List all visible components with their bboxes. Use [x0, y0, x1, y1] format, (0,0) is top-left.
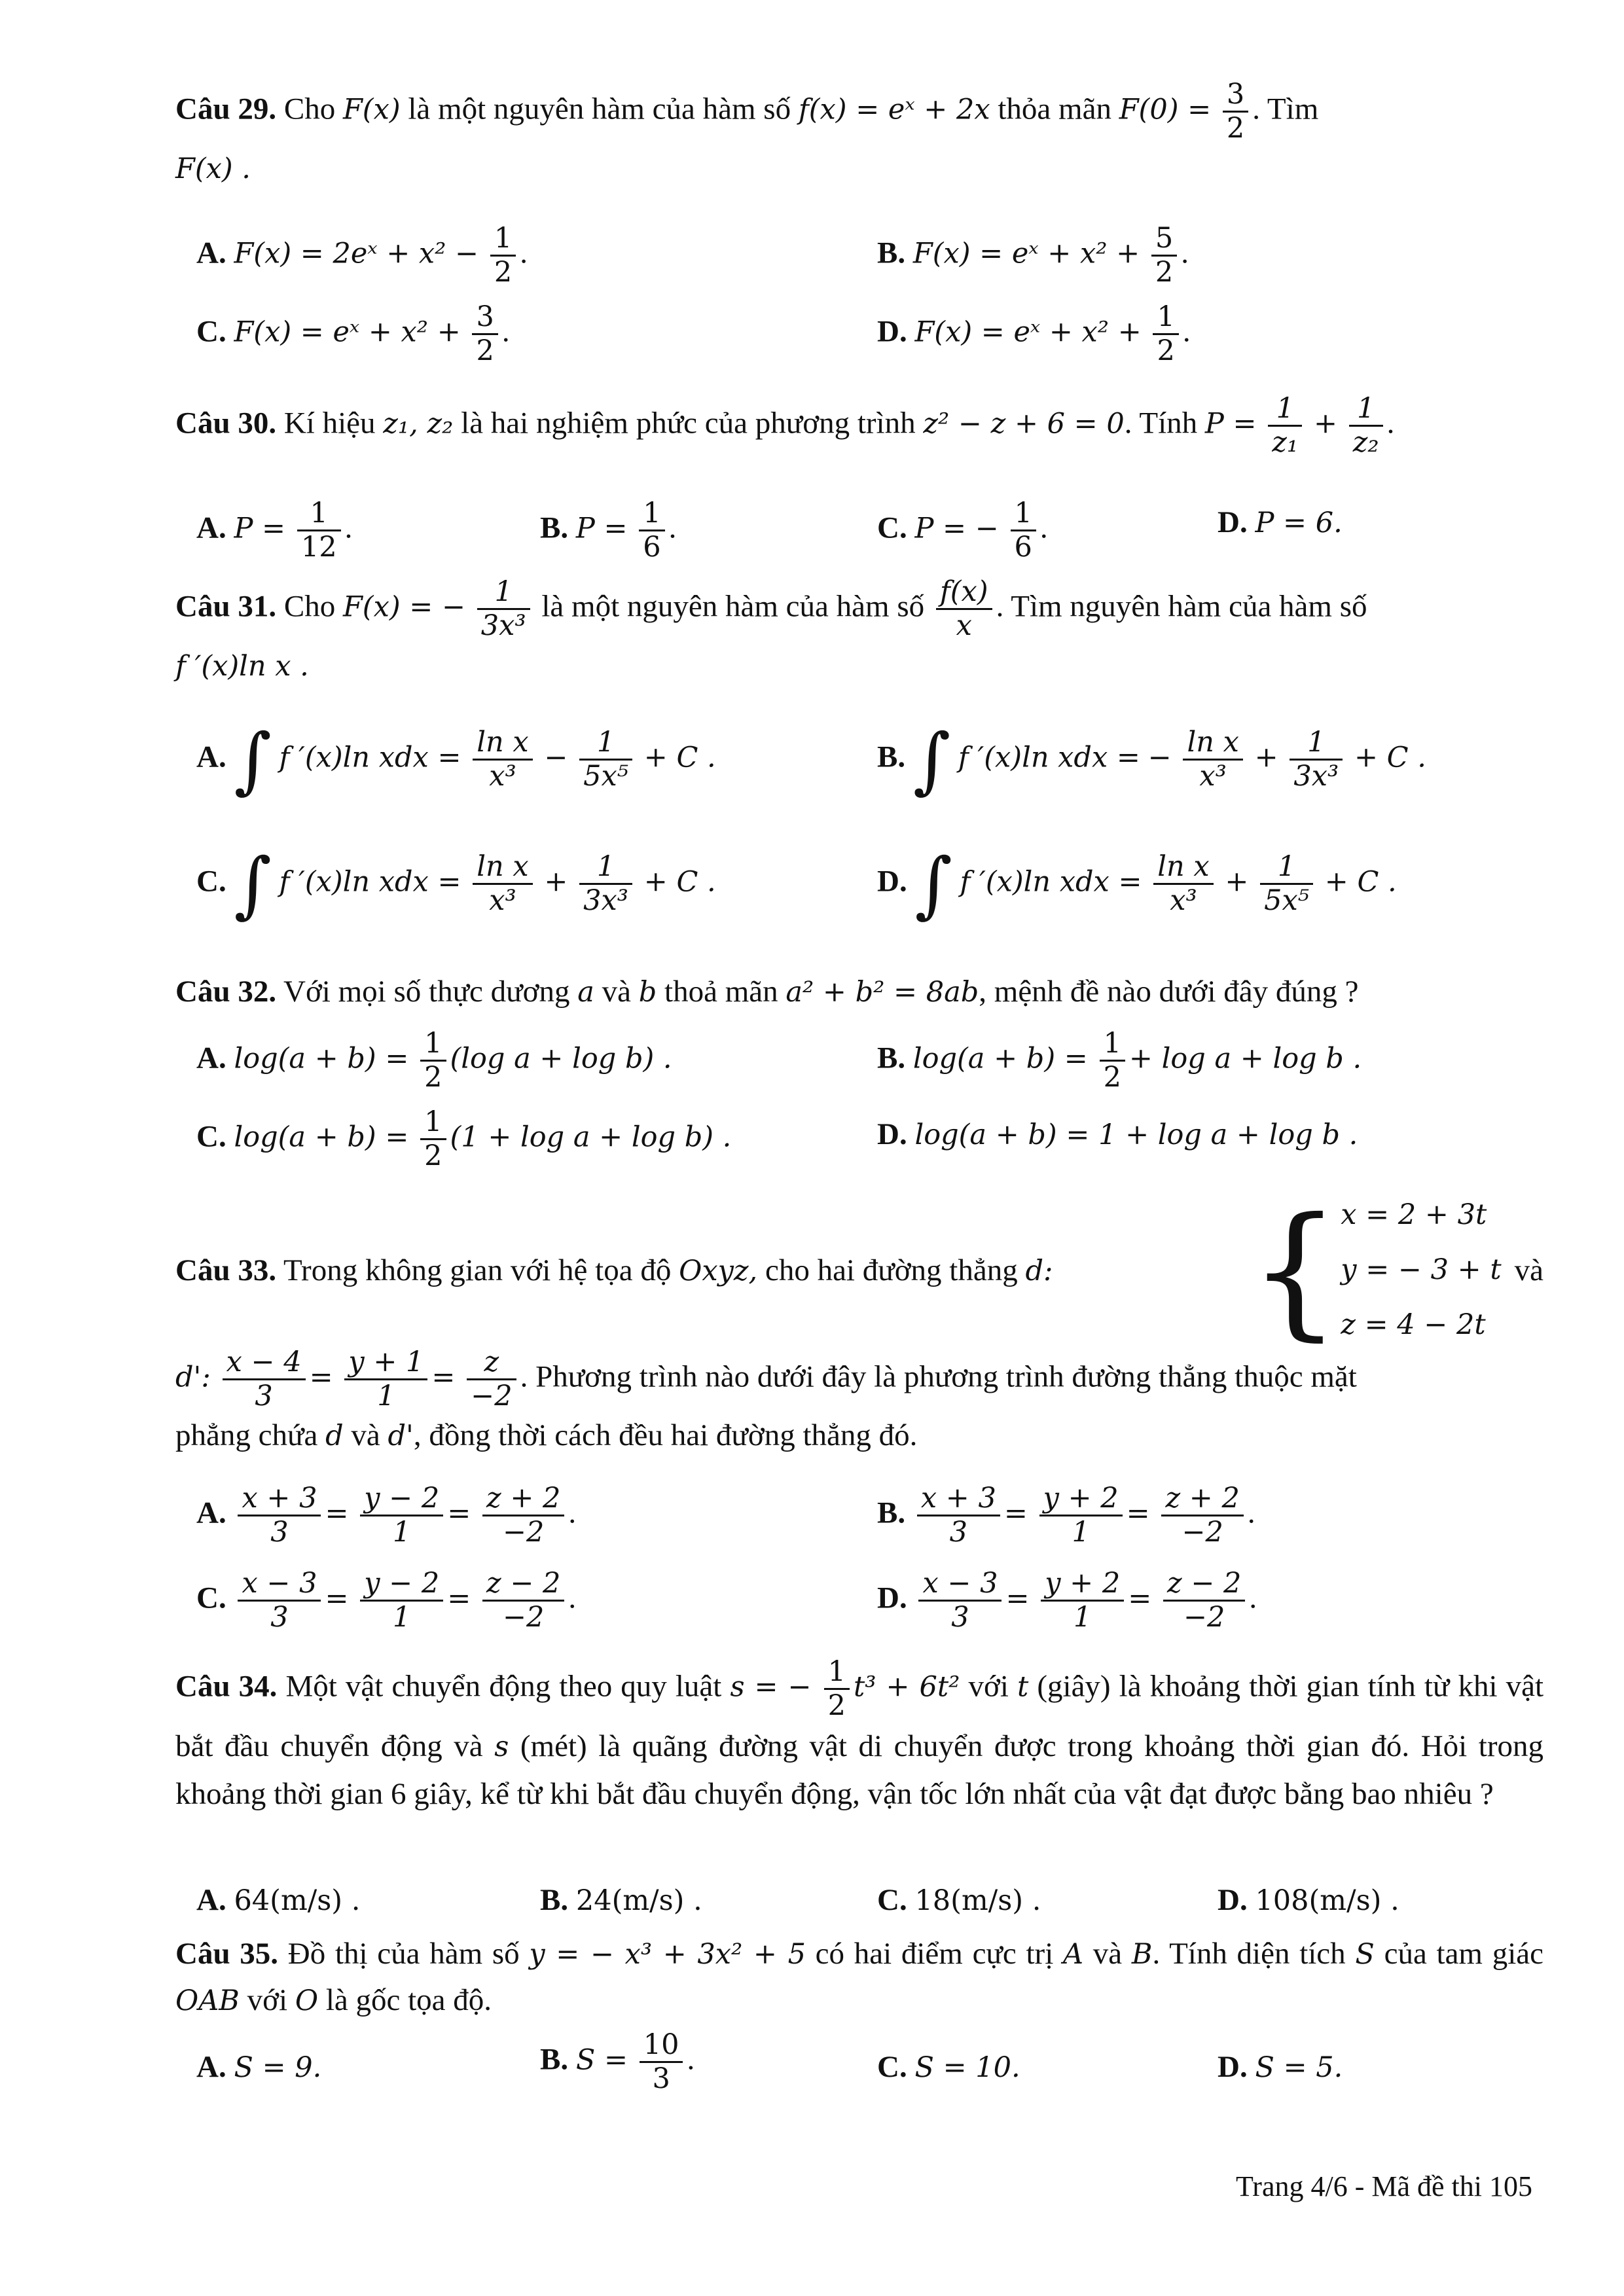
option-label: C. — [196, 314, 226, 349]
option-30-c[interactable]: C. P = − $\frac{1}{6}$ . — [877, 497, 1048, 564]
text: là một nguyên hàm của hàm số — [408, 92, 791, 126]
question-number: Câu 33. — [175, 1253, 277, 1287]
text: là một nguyên hàm của hàm số — [541, 589, 925, 624]
option-35-a[interactable]: A. S = 9. — [196, 2050, 322, 2084]
fraction: $\frac{1}{\text{5x⁵}}$ — [579, 726, 632, 793]
page-footer: Trang 4/6 - Mã đề thi 105 — [1235, 2170, 1532, 2202]
option-label: C. — [877, 511, 907, 545]
fraction: $\frac{1}{2}$ — [490, 223, 516, 289]
fraction: $\frac{1}{6}$ — [1011, 497, 1036, 564]
option-label: C. — [877, 2050, 907, 2084]
option-label: A. — [196, 511, 226, 545]
option-label: D. — [877, 314, 907, 349]
fraction: $\frac{10}{3}$ — [640, 2029, 683, 2096]
option-label: B. — [540, 1883, 569, 1917]
fraction: $\frac{z + 2}{-2}$ — [482, 1482, 564, 1549]
math: b — [638, 976, 657, 1009]
fraction: $\frac{1}{\text{3x³}}$ — [477, 576, 530, 643]
option-33-a[interactable]: A. $\frac{x + 3}{3}$ = $\frac{y - 2}{1}$ = $\frac{z + 2}{-2}$ . — [196, 1482, 577, 1549]
text: Kí hiệu — [283, 406, 376, 440]
option-label: A. — [196, 1041, 226, 1075]
option-label: D. — [877, 1581, 907, 1615]
option-label: C. — [196, 1581, 226, 1615]
math: F(x) . — [175, 152, 251, 185]
fraction: $\frac{z - 2}{-2}$ — [1163, 1568, 1245, 1634]
question-number: Câu 32. — [175, 975, 277, 1009]
question-number: Câu 31. — [175, 589, 277, 624]
fraction: $\frac{5}{2}$ — [1151, 223, 1177, 289]
text: với — [968, 1669, 1009, 1704]
option-label: D. — [1218, 2050, 1248, 2084]
option-label: C. — [196, 1119, 226, 1154]
option-34-d[interactable]: D. 108(m/s) . — [1218, 1883, 1399, 1917]
brace: { — [1249, 1186, 1341, 1354]
question-35: Câu 35. Đồ thị của hàm số y = − x³ + 3x² + 5 có hai điểm cực trị A và B. Tính diện tích S của tam giác OAB với O là gốc tọa độ. — [175, 1937, 1543, 2017]
text: và — [1514, 1253, 1543, 1287]
option-label: D. — [1218, 505, 1248, 539]
text: . Tìm — [1252, 92, 1319, 126]
fraction: $\frac{x - 3}{3}$ — [238, 1568, 321, 1634]
text: Với mọi số thực dương — [283, 975, 570, 1009]
option-33-c[interactable]: C. $\frac{x - 3}{3}$ = $\frac{y - 2}{1}$ = $\frac{z - 2}{-2}$ . — [196, 1567, 577, 1634]
integral-sign: ∫ — [234, 717, 272, 802]
option-34-a[interactable]: A. 64(m/s) . — [196, 1883, 361, 1917]
option-31-d[interactable]: D. ∫ f ′(x)ln xdx = $\frac{\text{ln x}}{\text{x³}}$ + $\frac{1}{\text{5x⁵}}$ + C . — [877, 842, 1397, 926]
math: f ′(x)ln x . — [175, 649, 309, 683]
option-35-b[interactable]: B. S = $\frac{10}{3}$ . — [540, 2028, 695, 2096]
math: f ′(x)ln xdx = — [279, 741, 461, 774]
math: F(x) = − — [342, 590, 465, 624]
question-33: Câu 33. Trong không gian với hệ tọa độ Oxyz, cho hai đường thẳng d: { x = 2 + 3t y = − 3 + t z = 4 − 2t và d': $\frac{x - 4}{3}$ = $\frac{y + 1}{1}$ = $\frac{z}{-2}$ . Phương trình nào dưới đây là phương trình đường thẳng thuộc mặt phẳng chứa d và d', đồng thời cách đều hai đường thẳng đó. — [175, 1186, 1543, 1453]
text: Cho — [283, 589, 336, 624]
fraction: $\frac{1}{6}$ — [639, 497, 664, 564]
option-label: B. — [540, 511, 569, 545]
fraction: $\frac{z - 2}{-2}$ — [482, 1568, 564, 1634]
fraction: $\frac{1}{\text{5x⁵}}$ — [1260, 851, 1313, 918]
option-30-d[interactable] — [1218, 507, 1343, 538]
text: (mét) là quãng đường vật di chuyển được trong khoảng thời gian đó. Hỏi trong khoảng thời gian 6 giây, kể từ khi bắt đầu chuyển động, vận tốc lớn nhất của vật đạt được bằng bao nhiêu ? — [175, 1729, 1544, 1811]
fraction: $\frac{y - 2}{1}$ — [360, 1482, 443, 1549]
option-label: B. — [877, 740, 906, 774]
math: f ′(x)ln xdx = — [279, 865, 461, 899]
text: (giây) là khoảng thời gian — [1037, 1669, 1360, 1704]
option-29-a[interactable]: A. F(x) = 2eˣ + x² − $\frac{1}{2}$ . — [196, 222, 528, 289]
option-label: B. — [877, 1496, 906, 1530]
math: d': — [175, 1361, 211, 1394]
math: y = − x³ + 3x² + 5 — [529, 1938, 806, 1971]
math: P = — [1204, 407, 1257, 440]
fraction: $\frac{3}{2}$ — [1223, 79, 1248, 145]
integral-sign: ∫ — [234, 842, 272, 926]
text: . Tìm nguyên hàm của hàm số — [996, 589, 1367, 624]
option-label: B. — [540, 2042, 569, 2077]
text: Một vật chuyển động theo quy luật — [285, 1669, 722, 1704]
fraction: $\frac{1}{2}$ — [420, 1028, 446, 1094]
text: thỏa mãn — [998, 92, 1111, 126]
fraction: $\frac{1}{2}$ — [420, 1106, 446, 1173]
fraction: $\frac{1}{12}$ — [297, 497, 341, 564]
option-label: A. — [196, 1883, 226, 1917]
math: a² + b² = 8ab — [785, 976, 979, 1009]
fraction: $\frac{1}{\text{z₁}}$ — [1268, 393, 1302, 459]
option-label: B. — [877, 236, 906, 270]
math: F(x) = eˣ + x² + — [234, 315, 461, 349]
question-31 — [175, 576, 1543, 689]
math: P = − — [914, 512, 999, 545]
option-label: A. — [196, 740, 226, 774]
option-32-c[interactable]: C. log(a + b) = $\frac{1}{2}$ (1 + log a + log b) . — [196, 1105, 732, 1173]
fraction: $\frac{x - 3}{3}$ — [918, 1568, 1001, 1634]
question-30: Câu 30. Kí hiệu z₁, z₂ là hai nghiệm phức của phương trình z² − z + 6 = 0. Tính P = $\frac{1}{\text{z₁}}$ + $\frac{1}{\text{z₂}}$ . — [175, 392, 1395, 459]
math: f ′(x)ln xdx = — [960, 865, 1142, 899]
option-label: A. — [196, 236, 226, 270]
text: tính từ khi vật bắt đầu chuyển động và — [175, 1669, 1543, 1763]
option-label: C. — [877, 1883, 907, 1917]
fraction: $\frac{\text{ln x}}{\text{x³}}$ — [473, 726, 532, 793]
math: d: — [1025, 1254, 1053, 1287]
option-31-c[interactable]: C. ∫ f ′(x)ln xdx = $\frac{\text{ln x}}{\text{x³}}$ + $\frac{1}{\text{3x³}}$ + C . — [196, 842, 716, 926]
fraction: $\frac{1}{\text{3x³}}$ — [579, 851, 632, 918]
option-label: D. — [1218, 1883, 1248, 1917]
option-29-b[interactable]: B. F(x) = eˣ + x² + $\frac{5}{2}$ . — [877, 222, 1189, 289]
text: . Tính — [1124, 406, 1198, 440]
math: a — [577, 976, 594, 1009]
math: z₁, z₂ — [383, 407, 454, 440]
option-32-d[interactable]: D. log(a + b) = 1 + log a + log b . — [877, 1117, 1358, 1151]
math: P = — [234, 512, 286, 545]
math: + — [1313, 407, 1337, 440]
text: Đồ thị của hàm số — [287, 1937, 520, 1971]
fraction: $\frac{\text{ln x}}{\text{x³}}$ — [473, 851, 532, 918]
fraction: $\frac{\text{ln x}}{\text{x³}}$ — [1153, 851, 1213, 918]
fraction: $\frac{\text{ln x}}{\text{x³}}$ — [1183, 726, 1242, 793]
fraction: $\frac{z}{-2}$ — [467, 1346, 516, 1413]
text: phẳng chứa — [175, 1418, 318, 1453]
fraction: $\frac{y + 2}{1}$ — [1039, 1482, 1123, 1549]
fraction: $\frac{1}{2}$ — [824, 1656, 850, 1723]
option-35-c[interactable]: C. S = 10. — [877, 2050, 1020, 2084]
option-32-b[interactable]: B. log(a + b) = $\frac{1}{2}$ + log a + log b . — [877, 1027, 1362, 1094]
text: là hai nghiệm phức của phương trình — [461, 406, 916, 440]
text: cho hai đường thẳng — [765, 1253, 1018, 1287]
question-32 — [175, 969, 1543, 1015]
integral-sign: ∫ — [914, 842, 952, 926]
question-number: Câu 35. — [175, 1937, 279, 1971]
integral-sign: ∫ — [912, 717, 951, 802]
fraction: $\frac{y + 1}{1}$ — [344, 1346, 427, 1413]
fraction: $\frac{1}{2}$ — [1153, 301, 1178, 368]
math: f ′(x)ln xdx = — [958, 741, 1140, 774]
fraction: $\frac{1}{\text{z₂}}$ — [1349, 393, 1383, 459]
option-label: A. — [196, 2050, 226, 2084]
option-30-b[interactable]: B. P = $\frac{1}{6}$ . — [540, 497, 677, 564]
text: có hai điểm cực trị — [815, 1937, 1054, 1971]
text: thoả mãn — [664, 975, 778, 1009]
option-34-b[interactable]: B. 24(m/s) . — [540, 1883, 702, 1917]
text: . Phương trình nào dưới đây là phương trình đường thẳng thuộc mặt — [520, 1359, 1357, 1394]
math: F(x) — [342, 93, 401, 126]
option-33-d[interactable]: D. $\frac{x - 3}{3}$ = $\frac{y + 2}{1}$ = $\frac{z - 2}{-2}$ . — [877, 1567, 1257, 1634]
math: F(x) = eˣ + x² + — [914, 315, 1142, 349]
text: và — [602, 975, 631, 1009]
option-34-c[interactable]: C. 18(m/s) . — [877, 1883, 1041, 1917]
line-system: x = 2 + 3t y = − 3 + t z = 4 − 2t — [1341, 1198, 1502, 1341]
fraction: $\frac{x + 3}{3}$ — [917, 1482, 1000, 1549]
question-number: Câu 29. — [175, 92, 277, 126]
option-label: C. — [196, 864, 226, 899]
option-29-d[interactable]: D. F(x) = eˣ + x² + $\frac{1}{2}$ . — [877, 300, 1191, 368]
math: z² − z + 6 = 0 — [923, 407, 1125, 440]
option-label: B. — [877, 1041, 906, 1075]
question-number: Câu 30. — [175, 406, 277, 440]
option-label: A. — [196, 1496, 226, 1530]
math: F(x) = eˣ + x² + — [912, 237, 1140, 270]
fraction: $\frac{1}{2}$ — [1100, 1028, 1125, 1094]
text: , mệnh đề nào dưới đây đúng ? — [979, 975, 1359, 1009]
option-29-c[interactable]: C. F(x) = eˣ + x² + $\frac{3}{2}$ . — [196, 300, 510, 368]
math: s = − — [730, 1670, 812, 1704]
text: Cho — [283, 92, 336, 126]
option-30-a[interactable]: A. P = $\frac{1}{12}$ . — [196, 497, 353, 564]
option-31-a[interactable]: A. ∫ f ′(x)ln xdx = $\frac{\text{ln x}}{\text{x³}}$ − $\frac{1}{\text{5x⁵}}$ + C . — [196, 717, 716, 802]
fraction: $\frac{3}{2}$ — [472, 301, 497, 368]
option-32-a[interactable]: A. log(a + b) = $\frac{1}{2}$ (log a + log b) . — [196, 1027, 672, 1094]
math: P = — [575, 512, 628, 545]
question-number: Câu 34. — [175, 1669, 278, 1704]
fraction: $\frac{x - 4}{3}$ — [223, 1346, 306, 1413]
math: P = 6. — [1255, 507, 1343, 539]
option-label: D. — [877, 1117, 907, 1151]
math: F(x) = 2eˣ + x² − — [234, 237, 479, 270]
question-34: Câu 34. Một vật chuyển động theo quy luật s = − $\frac{1}{2}$ t³ + 6t² với t (giây) là khoảng thời gian tính từ khi vật bắt đầu chuyển động và s (mét) là quãng đường vật di chuyển được trong khoảng thời gian đó. Hỏi trong khoảng thời gian 6 giây, kể từ khi bắt đầu chuyển động, vận tốc lớn nhất của vật đạt được bằng bao nhiêu ? — [175, 1655, 1544, 1811]
fraction: $\frac{y - 2}{1}$ — [360, 1568, 443, 1634]
option-33-b[interactable]: B. $\frac{x + 3}{3}$ = $\frac{y + 2}{1}$ = $\frac{z + 2}{-2}$ . — [877, 1482, 1255, 1549]
fraction: $\frac{1}{\text{3x³}}$ — [1290, 726, 1343, 793]
text: Trong không gian với hệ tọa độ — [283, 1253, 672, 1287]
option-35-d[interactable]: D. S = 5. — [1218, 2050, 1343, 2084]
fraction: $\frac{y + 2}{1}$ — [1041, 1568, 1124, 1634]
fraction: $\frac{x + 3}{3}$ — [238, 1482, 321, 1549]
fraction: $\frac{f(x)}{x}$ — [936, 576, 992, 643]
option-label: D. — [877, 864, 907, 899]
math: f(x) = eˣ + 2x — [798, 93, 990, 126]
fraction: $\frac{z + 2}{-2}$ — [1161, 1482, 1243, 1549]
math: F(0) = — [1119, 93, 1212, 126]
question-29 — [175, 79, 1543, 191]
math: Oxyz, — [679, 1254, 758, 1287]
option-31-b[interactable]: B. ∫ f ′(x)ln xdx = − $\frac{\text{ln x}}{\text{x³}}$ + $\frac{1}{\text{3x³}}$ + C . — [877, 717, 1426, 802]
